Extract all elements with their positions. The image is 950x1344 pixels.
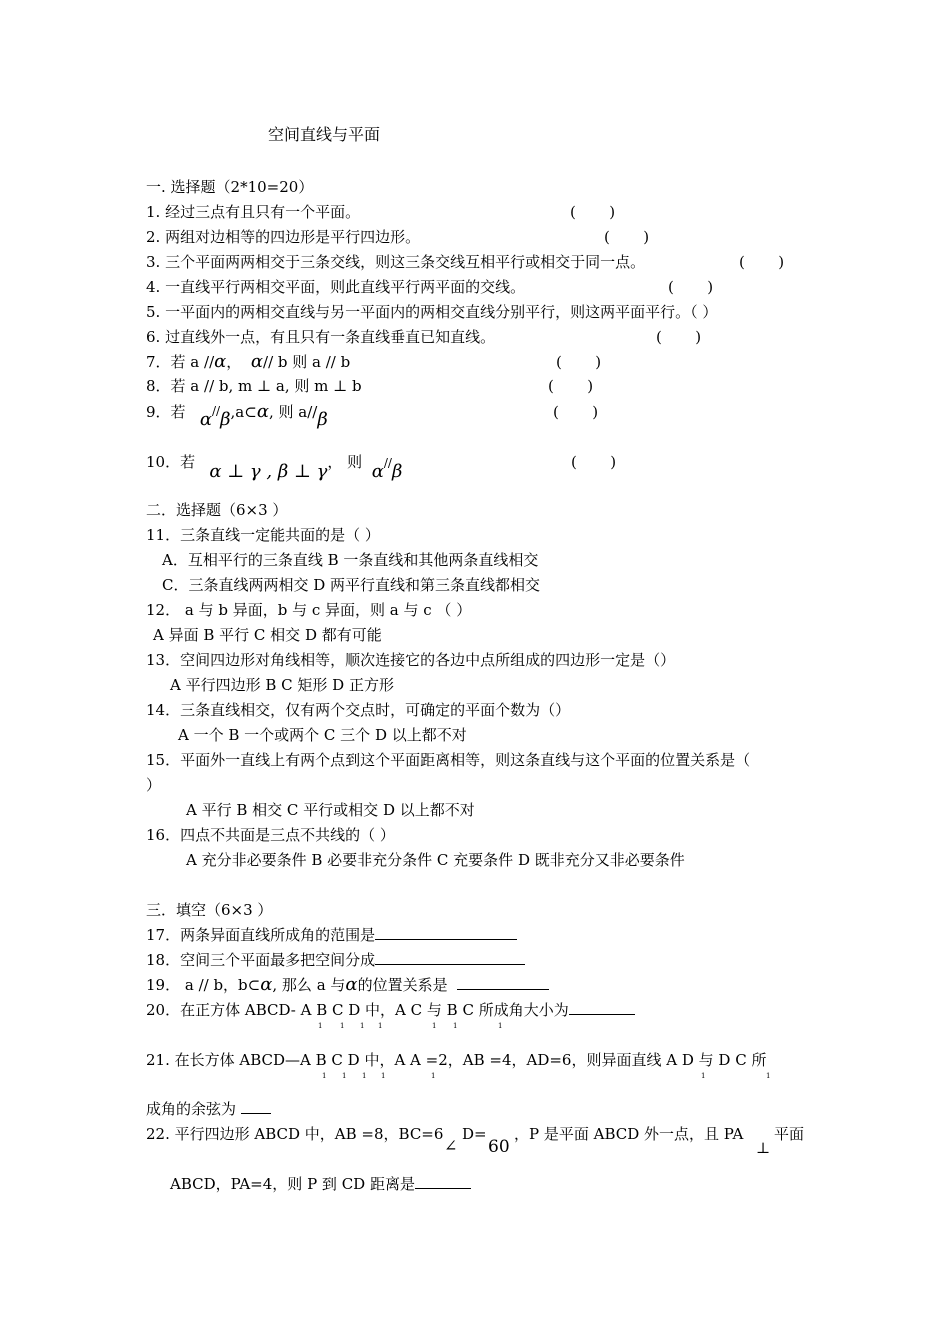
question-9-part1: 9．若 <box>146 403 186 421</box>
sixty-degrees: 60 <box>488 1137 510 1157</box>
question-9-part3: , 则 a// <box>268 403 318 421</box>
answer-paren-4: ( ) <box>668 278 714 296</box>
question-22-part4: 平面 <box>774 1125 805 1143</box>
subscript: 1 <box>342 1072 347 1080</box>
answer-paren-8: ( ) <box>548 377 594 395</box>
answer-blank-19[interactable] <box>457 975 549 990</box>
question-13: 13．空间四边形对角线相等，顺次连接它的各边中点所组成的四边形一定是（） <box>146 651 676 669</box>
answer-paren-6: ( ) <box>656 328 702 346</box>
question-21-continued-text: 成角的余弦为 <box>146 1100 237 1118</box>
answer-paren-7: ( ) <box>556 353 602 371</box>
question-19-part1: 19． a // b，b <box>146 976 248 994</box>
question-7-part3: // b 则 a // b <box>263 353 351 371</box>
subscript: 1 <box>381 1072 386 1080</box>
question-11: 11．三条直线一定能共面的是（ ） <box>146 526 380 544</box>
question-14: 14．三条直线相交，仅有两个交点时，可确定的平面个数为（） <box>146 701 571 719</box>
question-15-continued: ） <box>146 776 162 794</box>
question-10-part1: 10．若 <box>146 453 196 471</box>
answer-blank-21[interactable] <box>241 1099 271 1114</box>
section2-heading: 二．选择题（6×3 ） <box>146 501 288 519</box>
parallel-symbol: // <box>212 404 221 418</box>
question-17 <box>146 925 517 945</box>
perpendicular-expression: α ⊥ γ , β ⊥ γ <box>209 461 328 482</box>
question-21-continued <box>146 1099 271 1119</box>
alpha-symbol: α <box>214 351 227 372</box>
question-7 <box>146 352 350 372</box>
beta-symbol: β <box>317 409 328 430</box>
subscript: 1 <box>766 1072 771 1080</box>
answer-blank-18[interactable] <box>375 950 525 965</box>
question-18-text: 18．空间三个平面最多把空间分成 <box>146 951 376 969</box>
question-12: 12． a 与 b 异面，b 与 c 异面，则 a 与 c （ ） <box>146 601 472 619</box>
question-10 <box>146 452 403 482</box>
question-22-continued <box>170 1174 471 1194</box>
question-20-text: 20．在正方体 ABCD- A B C D 中，A C 与 B C 所成角大小为 <box>146 1001 569 1019</box>
answer-blank-20[interactable] <box>569 1000 635 1015</box>
subset-symbol: ⊂ <box>244 403 257 421</box>
question-10-part2: ， 则 <box>327 453 363 471</box>
question-22-continued-text: ABCD，PA=4，则 P 到 CD 距离是 <box>170 1175 415 1193</box>
subscript: 1 <box>378 1022 383 1030</box>
alpha-symbol: α <box>371 461 384 482</box>
perpendicular-symbol: ⊥ <box>756 1139 771 1157</box>
question-16: 16．四点不共面是三点不共线的（ ） <box>146 826 395 844</box>
question-20 <box>146 1000 635 1020</box>
alpha-symbol: α <box>345 974 358 995</box>
question-19-part2: , 那么 a 与 <box>272 976 346 994</box>
alpha-symbol: α <box>199 409 213 430</box>
answer-paren-2: ( ) <box>604 228 650 246</box>
question-11-options-b: C．三条直线两两相交 D 两平行直线和第三条直线都相交 <box>162 576 541 594</box>
question-16-options: A 充分非必要条件 B 必要非充分条件 C 充要条件 D 既非充分又非必要条件 <box>186 851 685 869</box>
question-9-part2: ,a <box>230 403 245 421</box>
parallel-symbol: // <box>383 456 392 470</box>
question-7-part2: ， <box>226 353 242 371</box>
section3-heading: 三．填空（6×3 ） <box>146 901 273 919</box>
question-21: 21. 在长方体 ABCD—A B C D 中，A A =2，AB =4，AD=6，则异面直线 A D 与 D C 所 <box>146 1051 767 1069</box>
answer-paren-3: ( ) <box>739 253 785 271</box>
subscript: 1 <box>318 1022 323 1030</box>
subscript: 1 <box>701 1072 706 1080</box>
question-15: 15．平面外一直线上有两个点到这个平面距离相等，则这条直线与这个平面的位置关系是（ <box>146 751 751 769</box>
beta-symbol: β <box>220 409 231 430</box>
question-22-part3: ，P 是平面 ABCD 外一点，且 PA <box>514 1125 744 1143</box>
angle-symbol: ∠ <box>444 1136 458 1155</box>
subscript: 1 <box>432 1022 437 1030</box>
question-12-options: A 异面 B 平行 C 相交 D 都有可能 <box>153 626 382 644</box>
question-2: 2. 两组对边相等的四边形是平行四边形。 <box>146 228 421 246</box>
alpha-symbol: α <box>260 974 273 995</box>
answer-paren-1: ( ) <box>570 203 616 221</box>
question-11-options-a: A．互相平行的三条直线 B 一条直线和其他两条直线相交 <box>162 551 539 569</box>
question-9 <box>146 401 328 430</box>
answer-paren-10: ( ) <box>571 453 617 471</box>
subscript: 1 <box>340 1022 345 1030</box>
page-title: 空间直线与平面 <box>268 125 381 144</box>
subset-symbol: ⊂ <box>247 976 261 994</box>
subscript: 1 <box>362 1072 367 1080</box>
subscript: 1 <box>431 1072 436 1080</box>
question-8: 8．若 a // b, m ⊥ a, 则 m ⊥ b <box>146 377 362 395</box>
question-19 <box>146 975 549 995</box>
subscript: 1 <box>453 1022 458 1030</box>
question-14-options: A 一个 B 一个或两个 C 三个 D 以上都不对 <box>178 726 467 744</box>
question-5: 5. 一平面内的两相交直线与另一平面内的两相交直线分别平行，则这两平面平行。（ ） <box>146 303 718 321</box>
question-7-part1: 7．若 a // <box>146 353 215 371</box>
answer-blank-17[interactable] <box>375 925 517 940</box>
alpha-symbol: α <box>256 401 269 422</box>
question-17-text: 17．两条异面直线所成角的范围是 <box>146 926 376 944</box>
question-22-part2: D= <box>462 1125 487 1143</box>
question-22-part1: 22. 平行四边形 ABCD 中，AB =8，BC=6 <box>146 1125 444 1143</box>
question-19-part3: 的位置关系是 <box>357 976 448 994</box>
answer-paren-9: ( ) <box>553 403 599 421</box>
subscript: 1 <box>360 1022 365 1030</box>
section1-heading: 一. 选择题（2*10=20） <box>146 178 314 196</box>
subscript: 1 <box>322 1072 327 1080</box>
beta-symbol: β <box>391 461 403 482</box>
question-15-options: A 平行 B 相交 C 平行或相交 D 以上都不对 <box>186 801 475 819</box>
question-22 <box>146 1124 443 1144</box>
question-6: 6. 过直线外一点，有且只有一条直线垂直已知直线。 <box>146 328 496 346</box>
question-18 <box>146 950 525 970</box>
alpha-symbol: α <box>250 351 264 372</box>
question-4: 4. 一直线平行两相交平面，则此直线平行两平面的交线。 <box>146 278 526 296</box>
answer-blank-22[interactable] <box>415 1174 471 1189</box>
question-13-options: A 平行四边形 B C 矩形 D 正方形 <box>170 676 394 694</box>
subscript: 1 <box>498 1022 503 1030</box>
question-1: 1. 经过三点有且只有一个平面。 <box>146 203 361 221</box>
question-3: 3. 三个平面两两相交于三条交线，则这三条交线互相平行或相交于同一点。 <box>146 253 646 271</box>
